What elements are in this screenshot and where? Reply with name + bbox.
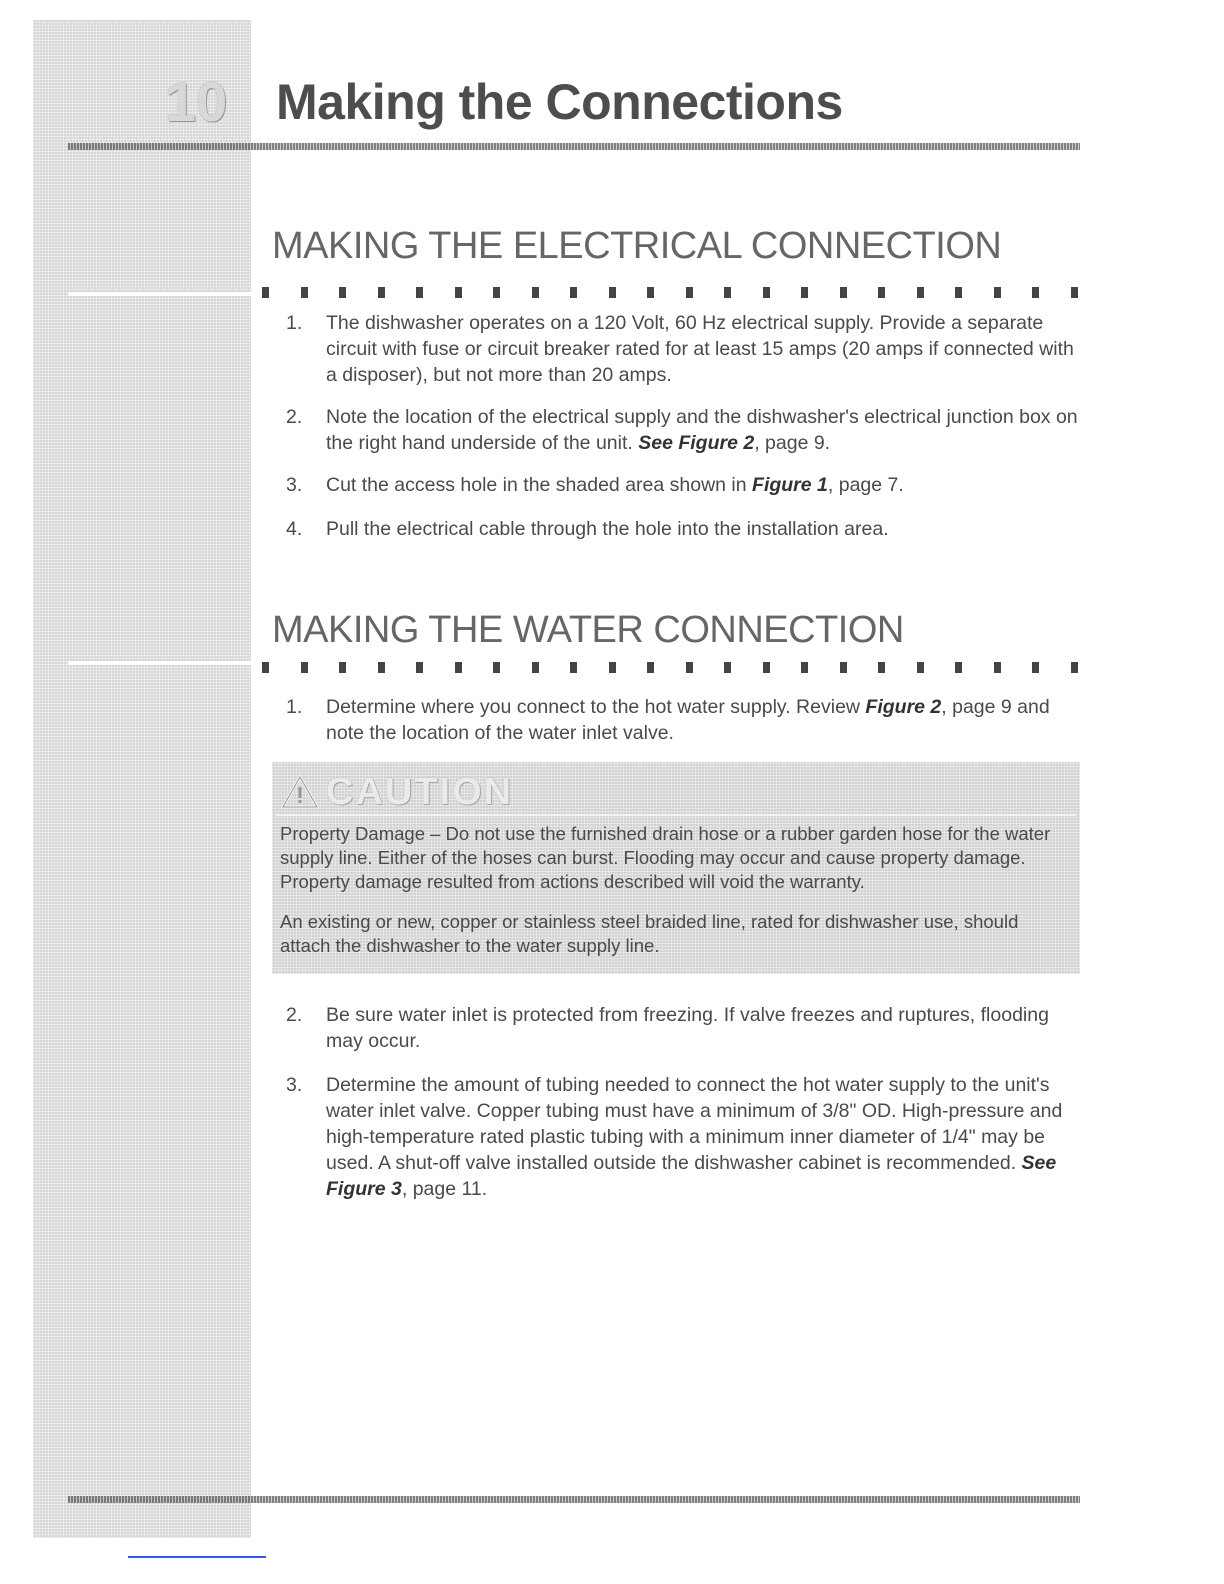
caution-label: CAUTION	[326, 770, 514, 813]
footer-link-underline[interactable]	[128, 1556, 266, 1558]
water-dot-divider	[262, 661, 1078, 673]
water-steps-rest	[286, 1002, 1086, 1202]
list-item: 2. Be sure water inlet is protected from freezing. If valve freezes and ruptures, flooding may occur.	[286, 1004, 1049, 1052]
sidebar-band	[33, 20, 251, 1538]
figure-reference: Figure 2	[865, 696, 942, 718]
list-item: 3. Determine the amount of tubing needed to connect the hot water supply to the unit's water inlet valve. Copper tubing must have a minimum of 3/8" OD. High-pressure and high-temperature rated plastic tubing with a minimum inner diameter of 1/4" may be used. A shut-off valve installed outside the dishwasher cabinet is recommended. See Figure 3, page 11.	[286, 1074, 1063, 1200]
water-steps-first	[286, 694, 1086, 746]
sidebar-notch-electrical	[68, 292, 251, 296]
caution-paragraph: An existing or new, copper or stainless steel braided line, rated for dishwasher use, should attach the dishwasher to the water supply line.	[280, 911, 1019, 956]
caution-divider	[276, 814, 1076, 816]
water-heading: MAKING THE WATER CONNECTION	[272, 609, 904, 651]
caution-header	[280, 772, 513, 812]
figure-reference: Figure 1	[752, 474, 828, 496]
list-item: 1. Determine where you connect to the hot water supply. Review Figure 2, page 9 and note the location of the water inlet valve.	[286, 696, 1050, 744]
figure-reference: See Figure 2	[638, 432, 755, 454]
electrical-heading: MAKING THE ELECTRICAL CONNECTION	[272, 225, 1002, 267]
list-item: 2. Note the location of the electrical supply and the dishwasher's electrical junction box on the right hand underside of the unit. See Figure 2, page 9.	[286, 406, 1078, 454]
list-item: 4. Pull the electrical cable through the hole into the installation area.	[286, 518, 889, 540]
electrical-dot-divider	[262, 286, 1078, 298]
caution-paragraph: Property Damage – Do not use the furnished drain hose or a rubber garden hose for the water supply line. Either of the hoses can burst. Flooding may occur and cause property damage. Property damage resulted from actions described will void the warranty.	[280, 823, 1051, 892]
sidebar-notch-water	[68, 661, 251, 665]
footer-rule	[68, 1496, 1080, 1503]
list-item: 3. Cut the access hole in the shaded area shown in Figure 1, page 7.	[286, 474, 904, 496]
figure-reference: See Figure 3	[326, 1152, 1057, 1200]
chapter-number: 10	[165, 70, 228, 133]
header-rule	[68, 143, 1080, 150]
electrical-steps	[286, 310, 1086, 542]
caution-box	[272, 762, 1080, 974]
warning-triangle-icon	[280, 774, 320, 810]
page-title: Making the Connections	[276, 74, 843, 130]
list-item: 1. The dishwasher operates on a 120 Volt, 60 Hz electrical supply. Provide a separate circuit with fuse or circuit breaker rated for at least 15 amps (20 amps if connected with a disposer), but not more than 20 amps.	[286, 312, 1074, 386]
